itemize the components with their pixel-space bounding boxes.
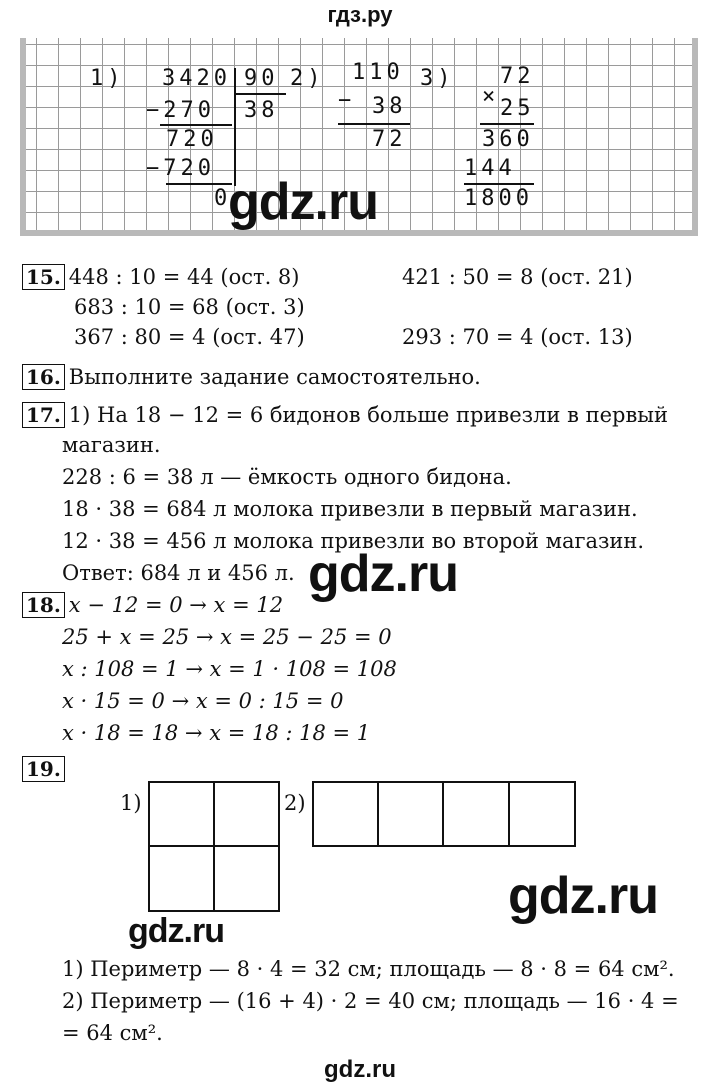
task-15-expr-4: 367 : 80 = 4 (ост. 47): [74, 325, 305, 349]
task-18-eq-1: x − 12 = 0 → x = 12: [68, 593, 284, 617]
figure-1-label: 1): [120, 791, 142, 815]
task-17-line-1: [22, 400, 668, 430]
calc-3-label: 3): [420, 66, 455, 91]
calc-3-result: 1800: [464, 186, 533, 211]
task-19-answer-3: = 64 см².: [62, 1021, 163, 1045]
calc-3-underline-1: [480, 123, 534, 125]
task-19-answer-2: 2) Периметр — (16 + 4) · 2 = 40 см; площадь — 16 · 4 =: [62, 989, 679, 1013]
figure-2-square-2: [377, 781, 444, 847]
task-16-number: 16.: [22, 364, 65, 390]
figure-1-square-br: [213, 845, 280, 912]
task-19-number: 19.: [22, 756, 65, 782]
calc-1-division-horizontal: [234, 93, 286, 95]
calc-3-partial-2: 144: [464, 156, 516, 181]
calc-3-partial-1: 360: [482, 127, 534, 152]
figure-1-square-tl: [148, 781, 215, 847]
calc-1-remainder-2: 0: [214, 186, 232, 211]
calc-3-operand-a: 72: [500, 64, 535, 89]
task-18-eq-5: x · 18 = 18 → x = 18 : 18 = 1: [62, 721, 371, 745]
calc-3-operand-b: 25: [500, 96, 535, 121]
calc-1-division-vertical: [234, 68, 236, 186]
task-16-text: Выполните задание самостоятельно.: [68, 365, 481, 389]
calc-2-underline: [338, 123, 410, 125]
figure-1-square-bl: [148, 845, 215, 912]
calc-1-quotient: 38: [244, 98, 279, 123]
task-17-text-4: 18 · 38 = 684 л молока привезли в первый магазин.: [62, 497, 638, 521]
calc-1-minus-1: −270: [146, 98, 215, 123]
task-16-line: [22, 362, 481, 392]
calc-2-result: 72: [372, 127, 407, 152]
site-header-title: гдз.ру: [327, 2, 393, 27]
calc-1-remainder-1: 720: [166, 127, 218, 152]
calc-2-minus: −: [338, 88, 356, 113]
task-15-line-1: [22, 262, 300, 292]
figure-1-square-tr: [213, 781, 280, 847]
task-15-expr-1: 448 : 10 = 44 (ост. 8): [68, 265, 300, 289]
task-17-answer: Ответ: 684 л и 456 л.: [62, 561, 295, 585]
figure-2-square-1: [312, 781, 379, 847]
calc-1-dividend: 3420: [162, 66, 231, 91]
calc-1-label: 1): [90, 66, 125, 91]
task-18-eq-3: x : 108 = 1 → x = 1 · 108 = 108: [62, 657, 397, 681]
watermark-4: gdz.ru: [128, 912, 224, 950]
calc-1-minus-2: −720: [146, 156, 215, 181]
task-19-answer-1: 1) Периметр — 8 · 4 = 32 см; площадь — 8 · 8 = 64 см².: [62, 957, 675, 981]
watermark-1: gdz.ru: [228, 173, 378, 231]
calc-3-times: ×: [482, 84, 500, 109]
calc-3-underline-2: [464, 183, 534, 185]
calc-2-operand-b: 38: [372, 94, 407, 119]
task-18-eq-2: 25 + x = 25 → x = 25 − 25 = 0: [62, 625, 392, 649]
task-17-text-3: 228 : 6 = 38 л — ёмкость одного бидона.: [62, 465, 512, 489]
calc-1-underline-1: [160, 124, 232, 126]
figure-2-square-4: [508, 781, 576, 847]
watermark-3: gdz.ru: [508, 867, 658, 925]
task-17-number: 17.: [22, 402, 65, 428]
task-17-text-5: 12 · 38 = 456 л молока привезли во второй магазин.: [62, 529, 645, 553]
calc-2-label: 2): [290, 66, 325, 91]
task-18-number: 18.: [22, 592, 65, 618]
task-15-expr-3: 683 : 10 = 68 (ост. 3): [74, 295, 305, 319]
calc-2-operand-a: 110: [352, 60, 404, 85]
watermark-2: gdz.ru: [308, 545, 458, 603]
figure-2-label: 2): [284, 791, 306, 815]
figure-2-square-3: [442, 781, 510, 847]
site-footer-title: gdz.ru: [324, 1056, 396, 1083]
calc-1-divisor: 90: [244, 66, 279, 91]
task-15-number: 15.: [22, 264, 65, 290]
calc-1-underline-2: [166, 183, 232, 185]
task-18-line-1: [22, 590, 283, 620]
task-17-text-1: 1) На 18 − 12 = 6 бидонов больше привезли в первый: [68, 403, 668, 427]
task-17-text-2: магазин.: [62, 433, 161, 457]
task-19-line: [22, 754, 69, 784]
task-18-eq-4: x · 15 = 0 → x = 0 : 15 = 0: [62, 689, 344, 713]
task-15-expr-5: 293 : 70 = 4 (ост. 13): [402, 325, 633, 349]
task-15-expr-2: 421 : 50 = 8 (ост. 21): [402, 265, 633, 289]
